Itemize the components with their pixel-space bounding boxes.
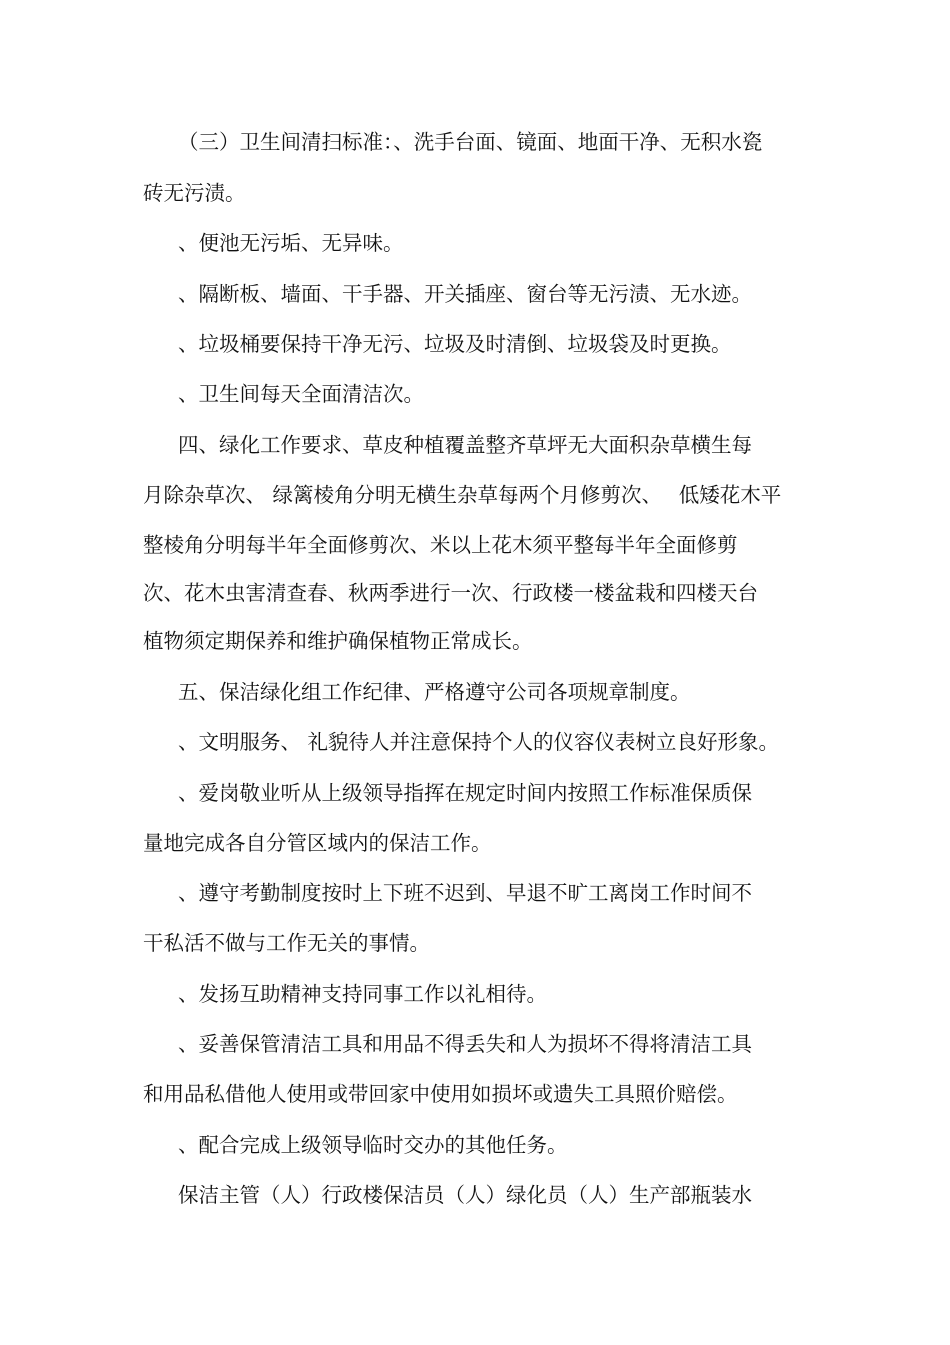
text-line: 、隔断板、墙面、干手器、开关插座、窗台等无污渍、无水迹。 [178,282,752,306]
text-line: （三）卫生间清扫标准：、洗手台面、镜面、地面干净、无积水瓷 [178,130,763,154]
text-line: 、配合完成上级领导临时交办的其他任务。 [178,1133,568,1157]
text-line: 保洁主管（人）行政楼保洁员（人）绿化员（人）生产部瓶装水 [178,1183,752,1207]
text-line: 和用品私借他人使用或带回家中使用如损坏或遗失工具照价赔偿。 [143,1082,738,1106]
text-line: 、遵守考勤制度按时上下班不迟到、早退不旷工离岗工作时间不 [178,881,752,905]
text-line: 五、保洁绿化组工作纪律、严格遵守公司各项规章制度。 [178,680,691,704]
text-line: 、发扬互助精神支持同事工作以礼相待。 [178,982,547,1006]
text-line: 次、花木虫害清查春、秋两季进行一次、行政楼一楼盆栽和四楼天台 [143,581,758,605]
text-line: 整棱角分明每半年全面修剪次、米以上花木须平整每半年全面修剪 [143,533,738,557]
text-line: 、妥善保管清洁工具和用品不得丢失和人为损坏不得将清洁工具 [178,1032,752,1056]
text-line: 、文明服务、 礼貌待人并注意保持个人的仪容仪表树立良好形象。 [178,730,780,754]
text-line: 四、绿化工作要求、草皮种植覆盖整齐草坪无大面积杂草横生每 [178,433,752,457]
text-line: 干私活不做与工作无关的事情。 [143,931,430,955]
text-line: 、垃圾桶要保持干净无污、垃圾及时清倒、垃圾袋及时更换。 [178,332,732,356]
text-line: 月除杂草次、 绿篱棱角分明无横生杂草每两个月修剪次、 低矮花木平 [143,483,782,507]
text-line: 、卫生间每天全面清洁次。 [178,382,424,406]
text-line: 、爱岗敬业听从上级领导指挥在规定时间内按照工作标准保质保 [178,781,752,805]
text-line: 、便池无污垢、无异味。 [178,231,404,255]
text-line: 砖无污渍。 [143,181,246,205]
text-line: 植物须定期保养和维护确保植物正常成长。 [143,629,533,653]
text-line: 量地完成各自分管区域内的保洁工作。 [143,831,492,855]
